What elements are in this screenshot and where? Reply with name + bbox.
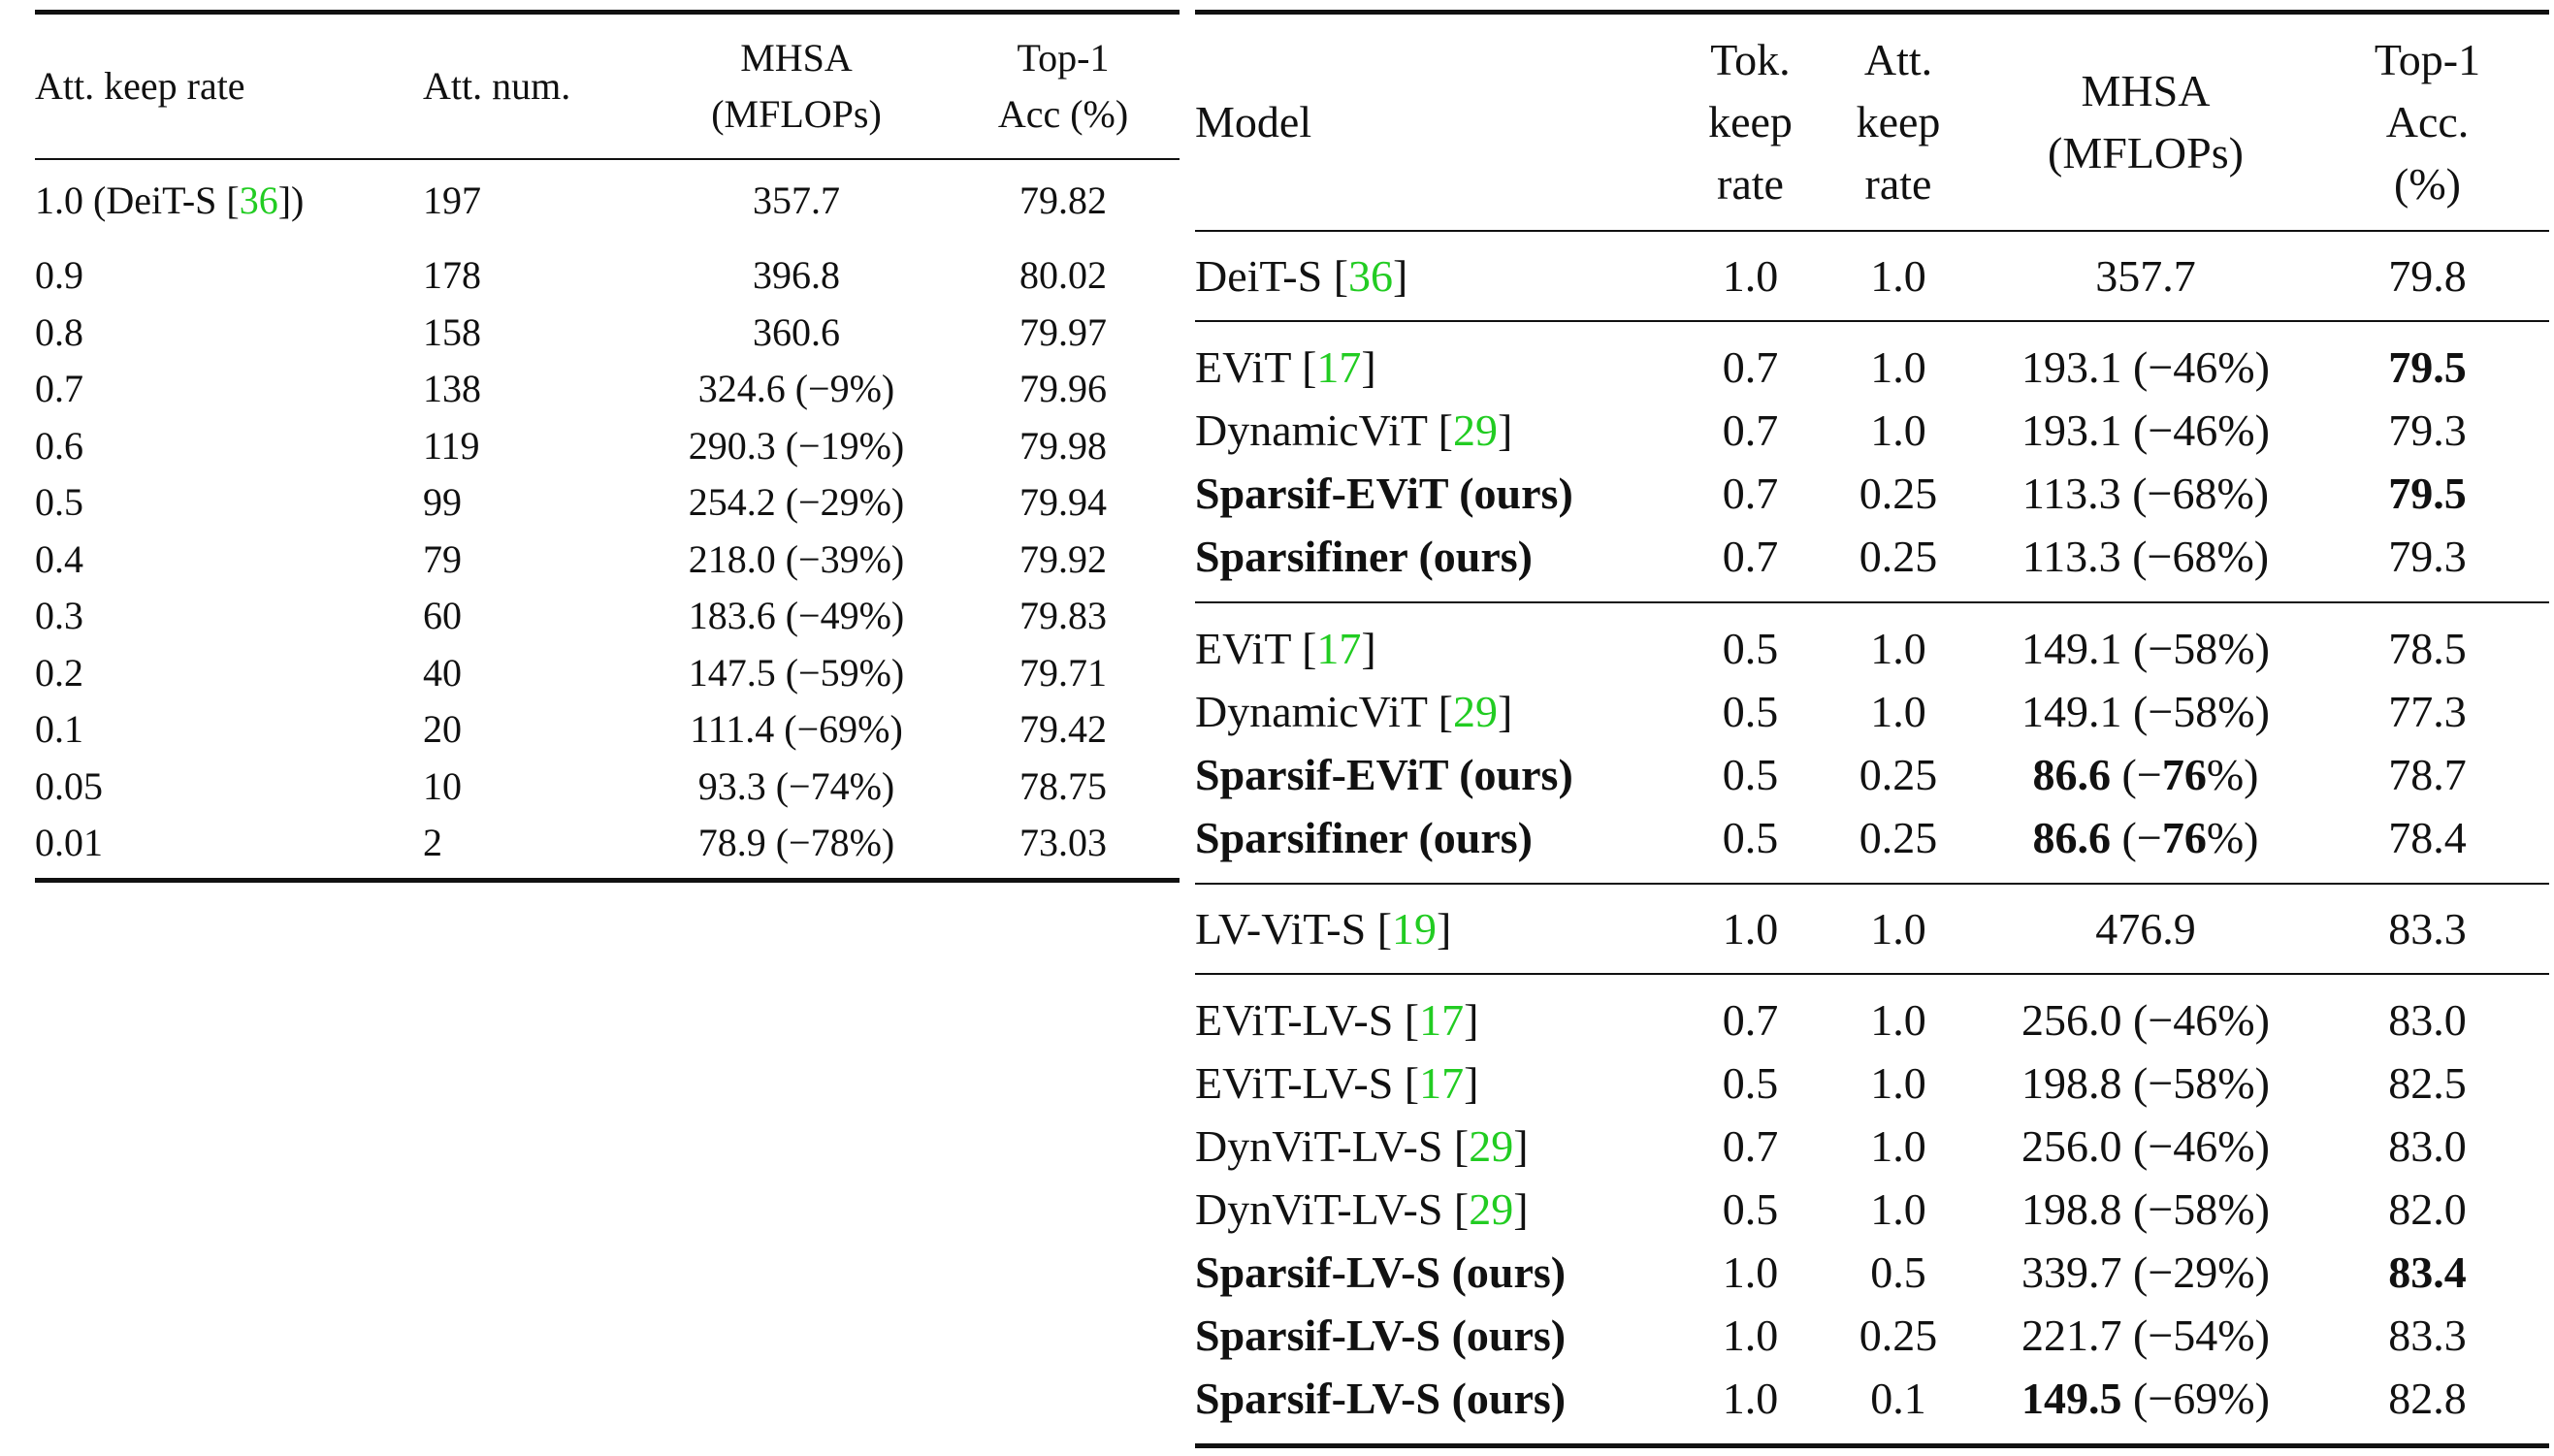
cell-model: Sparsif-LV-S (ours) bbox=[1195, 1247, 1567, 1297]
cell-mhsa: 254.2 (−29%) bbox=[688, 480, 905, 524]
cell-num: 20 bbox=[423, 707, 462, 751]
cell-acc: 82.8 bbox=[2388, 1374, 2467, 1423]
cell-model: EViT-LV-S [17] bbox=[1195, 1058, 1479, 1108]
cell-tok: 0.7 bbox=[1722, 469, 1779, 518]
cell-mhsa: 113.3 (−68%) bbox=[2021, 469, 2270, 518]
header-att-num: Att. num. bbox=[423, 64, 571, 108]
cell-acc: 82.0 bbox=[2388, 1184, 2467, 1234]
cell-acc: 79.3 bbox=[2388, 405, 2467, 455]
table-row bbox=[1195, 1178, 2549, 1241]
cell-keep-rate: 0.1 bbox=[35, 707, 83, 751]
cell-tok: 1.0 bbox=[1722, 1310, 1779, 1360]
cell-num: 158 bbox=[423, 309, 481, 354]
cell-att: 1.0 bbox=[1870, 995, 1926, 1045]
cell-att: 1.0 bbox=[1870, 405, 1926, 455]
cell-mhsa: 149.1 (−58%) bbox=[2021, 624, 2270, 673]
cell-att: 0.25 bbox=[1859, 813, 1938, 862]
cell-acc: 79.71 bbox=[1019, 650, 1107, 695]
cell-keep-rate: 1.0 (DeiT-S [36]) bbox=[35, 178, 305, 222]
cell-model: Sparsif-LV-S (ours) bbox=[1195, 1310, 1567, 1360]
cell-acc: 79.92 bbox=[1019, 536, 1107, 581]
cell-mhsa: 149.1 (−58%) bbox=[2021, 687, 2270, 736]
cell-att: 0.25 bbox=[1859, 532, 1938, 581]
cell-keep-rate: 0.2 bbox=[35, 650, 83, 695]
cell-acc: 79.8 bbox=[2388, 251, 2467, 301]
cell-mhsa: 198.8 (−58%) bbox=[2021, 1058, 2270, 1108]
cell-tok: 1.0 bbox=[1722, 1247, 1779, 1297]
cell-att: 1.0 bbox=[1870, 904, 1926, 954]
cell-acc: 83.0 bbox=[2388, 1121, 2467, 1171]
cell-att: 1.0 bbox=[1870, 687, 1926, 736]
cell-keep-rate: 0.3 bbox=[35, 594, 83, 637]
cell-att: 1.0 bbox=[1870, 342, 1926, 392]
cell-mhsa: 396.8 bbox=[753, 253, 840, 297]
table-row bbox=[1195, 1115, 2549, 1178]
cell-model: EViT [17] bbox=[1195, 342, 1376, 392]
cell-acc: 79.96 bbox=[1019, 367, 1107, 410]
table-row bbox=[1195, 680, 2549, 743]
cell-mhsa: 256.0 (−46%) bbox=[2021, 1121, 2270, 1171]
cell-model: Sparsif-EViT (ours) bbox=[1195, 750, 1573, 799]
citation-link[interactable]: 36 bbox=[1348, 251, 1394, 301]
cell-att: 0.25 bbox=[1859, 1310, 1938, 1360]
cell-mhsa: 78.9 (−78%) bbox=[697, 821, 895, 864]
cell-num: 10 bbox=[423, 763, 462, 808]
header-att-keep-rate: Att. keep rate bbox=[1856, 35, 1941, 209]
table-row bbox=[35, 588, 1180, 645]
cell-acc: 79.94 bbox=[1019, 480, 1107, 524]
cell-model: Sparsif-EViT (ours) bbox=[1195, 469, 1573, 518]
cell-num: 60 bbox=[423, 594, 462, 637]
table-row bbox=[1195, 974, 2549, 1052]
cell-tok: 0.5 bbox=[1722, 1058, 1779, 1108]
cell-model: EViT [17] bbox=[1195, 624, 1376, 673]
table-row bbox=[1195, 602, 2549, 680]
cell-att: 1.0 bbox=[1870, 1121, 1926, 1171]
cell-tok: 0.5 bbox=[1722, 1184, 1779, 1234]
table-row bbox=[1195, 1241, 2549, 1304]
cell-acc: 80.02 bbox=[1019, 253, 1107, 297]
cell-acc: 79.97 bbox=[1019, 309, 1107, 354]
cell-mhsa: 290.3 (−19%) bbox=[688, 423, 905, 468]
attention-keep-rate-table bbox=[35, 10, 1180, 883]
cell-tok: 0.7 bbox=[1722, 405, 1779, 455]
cell-keep-rate: 0.05 bbox=[35, 763, 103, 808]
cell-mhsa: 221.7 (−54%) bbox=[2021, 1310, 2270, 1360]
cell-att: 0.1 bbox=[1870, 1374, 1926, 1423]
cell-tok: 0.7 bbox=[1722, 532, 1779, 581]
cell-acc: 78.7 bbox=[2388, 750, 2467, 799]
citation-link[interactable]: 17 bbox=[1316, 342, 1362, 392]
cell-keep-rate: 0.9 bbox=[35, 253, 83, 297]
cell-acc: 78.5 bbox=[2388, 624, 2467, 673]
cell-mhsa: 357.7 bbox=[753, 178, 840, 222]
table-row bbox=[1195, 321, 2549, 399]
cell-model: LV-ViT-S [19] bbox=[1195, 904, 1452, 954]
header-mhsa: MHSA (MFLOPs) bbox=[711, 36, 882, 136]
table-row bbox=[35, 532, 1180, 589]
cell-model: DynamicViT [29] bbox=[1195, 687, 1513, 736]
table-row bbox=[1195, 1367, 2549, 1446]
cell-tok: 1.0 bbox=[1722, 251, 1779, 301]
cell-mhsa: 193.1 (−46%) bbox=[2021, 405, 2270, 455]
cell-acc: 79.98 bbox=[1019, 423, 1107, 468]
cell-mhsa: 193.1 (−46%) bbox=[2021, 342, 2270, 392]
header-top1-acc: Top-1 Acc (%) bbox=[997, 36, 1129, 136]
cell-att: 1.0 bbox=[1870, 251, 1926, 301]
cell-tok: 0.5 bbox=[1722, 813, 1779, 862]
citation-link[interactable]: 19 bbox=[1392, 904, 1438, 954]
table-row bbox=[35, 361, 1180, 418]
cell-mhsa: 86.6 (−76%) bbox=[2032, 813, 2259, 862]
cell-num: 119 bbox=[423, 423, 480, 468]
cell-tok: 0.7 bbox=[1722, 342, 1779, 392]
citation-link[interactable]: 29 bbox=[1469, 1184, 1514, 1234]
table-row bbox=[1195, 806, 2549, 884]
table-row bbox=[1195, 1304, 2549, 1367]
cell-keep-rate: 0.5 bbox=[35, 480, 83, 524]
cell-acc: 79.5 bbox=[2388, 469, 2467, 518]
cell-mhsa: 198.8 (−58%) bbox=[2021, 1184, 2270, 1234]
header-mhsa: MHSA (MFLOPs) bbox=[2048, 66, 2244, 178]
table-row bbox=[35, 305, 1180, 362]
model-comparison-table bbox=[1195, 10, 2549, 1448]
cell-acc: 79.83 bbox=[1019, 594, 1107, 637]
table-row bbox=[35, 418, 1180, 475]
cell-mhsa: 86.6 (−76%) bbox=[2032, 750, 2259, 799]
header-model: Model bbox=[1195, 97, 1312, 146]
table-row-deit bbox=[1195, 231, 2549, 321]
cell-mhsa: 339.7 (−29%) bbox=[2021, 1247, 2270, 1297]
cell-tok: 0.5 bbox=[1722, 624, 1779, 673]
cell-mhsa: 93.3 (−74%) bbox=[697, 763, 895, 808]
cell-model: DynViT-LV-S [29] bbox=[1195, 1184, 1529, 1234]
table-row bbox=[35, 645, 1180, 702]
cell-num: 178 bbox=[423, 253, 481, 297]
cell-att: 1.0 bbox=[1870, 1058, 1926, 1108]
cell-acc: 78.4 bbox=[2388, 813, 2467, 862]
cell-tok: 0.5 bbox=[1722, 750, 1779, 799]
cell-model: DynamicViT [29] bbox=[1195, 405, 1513, 455]
cell-keep-rate: 0.6 bbox=[35, 423, 83, 468]
cell-tok: 1.0 bbox=[1722, 904, 1779, 954]
cell-acc: 83.3 bbox=[2388, 1310, 2467, 1360]
cell-keep-rate: 0.8 bbox=[35, 309, 83, 354]
cell-mhsa: 111.4 (−69%) bbox=[690, 707, 903, 751]
cell-model: EViT-LV-S [17] bbox=[1195, 995, 1479, 1045]
cell-model: DynViT-LV-S [29] bbox=[1195, 1121, 1529, 1171]
cell-acc: 79.82 bbox=[1019, 178, 1107, 222]
cell-mhsa: 256.0 (−46%) bbox=[2021, 995, 2270, 1045]
citation-link[interactable]: 29 bbox=[1452, 687, 1498, 736]
cell-num: 2 bbox=[423, 821, 442, 864]
table-row-lvvit bbox=[1195, 884, 2549, 974]
cell-acc: 83.4 bbox=[2388, 1247, 2467, 1297]
cell-num: 138 bbox=[423, 367, 481, 410]
cell-keep-rate: 0.7 bbox=[35, 367, 83, 410]
cell-att: 1.0 bbox=[1870, 624, 1926, 673]
table-row bbox=[35, 474, 1180, 532]
cell-acc: 73.03 bbox=[1019, 821, 1107, 864]
table-row bbox=[35, 701, 1180, 759]
cell-tok: 0.7 bbox=[1722, 1121, 1779, 1171]
cell-acc: 82.5 bbox=[2388, 1058, 2467, 1108]
table-row bbox=[1195, 1052, 2549, 1115]
cell-mhsa: 113.3 (−68%) bbox=[2021, 532, 2270, 581]
header-att-keep-rate: Att. keep rate bbox=[35, 64, 245, 108]
cell-num: 197 bbox=[423, 178, 481, 222]
cell-mhsa: 183.6 (−49%) bbox=[688, 594, 905, 637]
cell-mhsa: 357.7 bbox=[2095, 251, 2196, 301]
table-row bbox=[1195, 525, 2549, 602]
cell-acc: 79.5 bbox=[2388, 342, 2467, 392]
cell-acc: 83.0 bbox=[2388, 995, 2467, 1045]
cell-acc: 78.75 bbox=[1019, 763, 1107, 808]
cell-acc: 79.3 bbox=[2388, 532, 2467, 581]
cell-model: DeiT-S [36] bbox=[1195, 251, 1408, 301]
table-row bbox=[35, 815, 1180, 880]
cell-model: Sparsifiner (ours) bbox=[1195, 532, 1533, 581]
cell-num: 40 bbox=[423, 650, 462, 695]
table-row bbox=[1195, 743, 2549, 806]
cell-acc: 79.42 bbox=[1019, 707, 1107, 751]
citation-link[interactable]: 29 bbox=[1452, 405, 1498, 455]
table-row bbox=[1195, 462, 2549, 525]
citation-link[interactable]: 17 bbox=[1419, 1058, 1465, 1108]
cell-mhsa: 218.0 (−39%) bbox=[688, 536, 905, 581]
cell-mhsa: 147.5 (−59%) bbox=[688, 650, 905, 695]
cell-att: 0.25 bbox=[1859, 469, 1938, 518]
table-row-baseline bbox=[35, 159, 1180, 242]
table-row bbox=[35, 759, 1180, 816]
cell-acc: 77.3 bbox=[2388, 687, 2467, 736]
citation-link[interactable]: 29 bbox=[1469, 1121, 1514, 1171]
cell-num: 79 bbox=[423, 536, 462, 581]
citation-link[interactable]: 17 bbox=[1316, 624, 1362, 673]
cell-att: 0.25 bbox=[1859, 750, 1938, 799]
header-tok-keep-rate: Tok. keep rate bbox=[1708, 35, 1793, 209]
cell-model: Sparsifiner (ours) bbox=[1195, 813, 1533, 862]
cell-tok: 0.7 bbox=[1722, 995, 1779, 1045]
table-row bbox=[35, 242, 1180, 305]
cell-keep-rate: 0.01 bbox=[35, 821, 103, 864]
citation-link[interactable]: 17 bbox=[1419, 995, 1465, 1045]
table-row bbox=[1195, 399, 2549, 462]
cell-keep-rate: 0.4 bbox=[35, 536, 83, 581]
cell-tok: 0.5 bbox=[1722, 687, 1779, 736]
cell-mhsa: 476.9 bbox=[2095, 904, 2196, 954]
cell-tok: 1.0 bbox=[1722, 1374, 1779, 1423]
cell-model: Sparsif-LV-S (ours) bbox=[1195, 1374, 1567, 1423]
cell-att: 0.5 bbox=[1870, 1247, 1926, 1297]
cell-mhsa: 149.5 (−69%) bbox=[2021, 1374, 2270, 1423]
cell-att: 1.0 bbox=[1870, 1184, 1926, 1234]
cell-num: 99 bbox=[423, 480, 462, 524]
cell-acc: 83.3 bbox=[2388, 904, 2467, 954]
cell-mhsa: 324.6 (−9%) bbox=[697, 367, 895, 410]
citation-link[interactable]: 36 bbox=[239, 178, 278, 222]
cell-mhsa: 360.6 bbox=[753, 309, 840, 354]
header-top1-acc: Top-1 Acc. (%) bbox=[2374, 35, 2481, 209]
